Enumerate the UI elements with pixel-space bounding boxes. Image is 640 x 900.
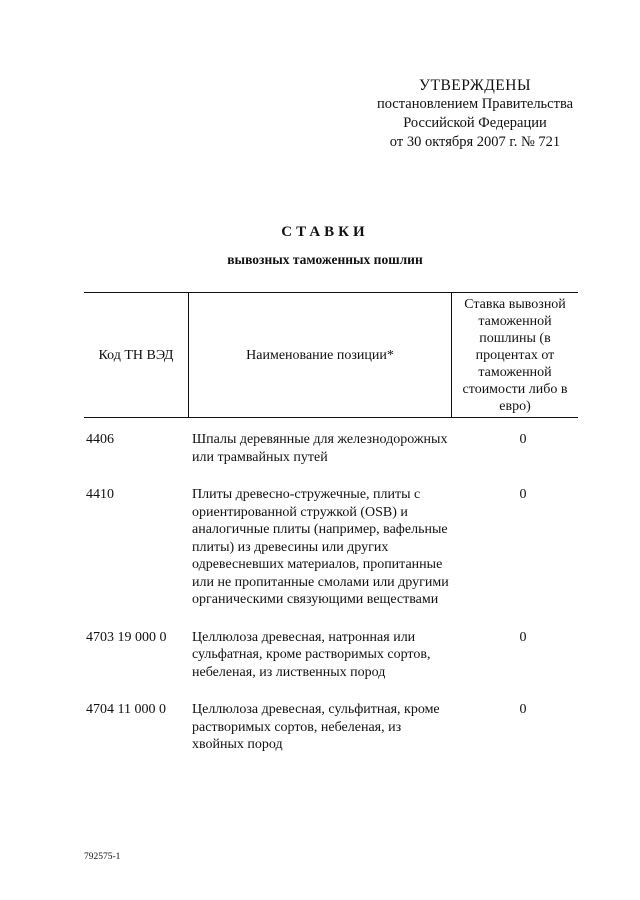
header-rate-cell bbox=[452, 293, 578, 417]
table-body bbox=[84, 431, 578, 774]
row-rate: 0 bbox=[519, 702, 527, 717]
table-row bbox=[84, 486, 578, 609]
approval-line-3: от 30 октября 2007 г. № 721 bbox=[389, 134, 561, 150]
table-header bbox=[84, 292, 578, 418]
row-name: Целлюлоза древесная, натронная или сульфатная, кроме растворимых сортов, небеленая, из лиственных пород bbox=[192, 629, 431, 680]
row-code: 4406 bbox=[86, 432, 114, 447]
document-footer-code: 792575-1 bbox=[84, 852, 121, 862]
approval-line-2: Российской Федерации bbox=[403, 115, 547, 131]
row-name: Целлюлоза древесная, сульфитная, кроме растворимых сортов, небеленая, из хвойных пород bbox=[192, 702, 440, 752]
row-rate: 0 bbox=[519, 432, 527, 447]
row-code: 4704 11 000 0 bbox=[86, 702, 166, 717]
approval-title: УТВЕРЖДЕНЫ bbox=[419, 77, 531, 94]
approval-line-1: постановлением Правительства bbox=[376, 96, 574, 112]
header-name: Наименование позиции* bbox=[246, 347, 394, 363]
header-code: Код ТН ВЭД bbox=[98, 347, 174, 363]
header-name-cell bbox=[189, 293, 452, 417]
approval-stamp bbox=[360, 76, 590, 152]
row-code: 4703 19 000 0 bbox=[86, 629, 167, 645]
header-rate: Ставка вывозной таможенной пошлины (в процентах от таможенной стоимости либо в евро) bbox=[462, 296, 568, 414]
row-name: Шпалы деревянные для железнодорожных или трамвайных путей bbox=[192, 432, 448, 465]
row-rate: 0 bbox=[519, 487, 527, 502]
row-code: 4410 bbox=[86, 487, 114, 502]
document-title: СТАВКИ bbox=[281, 224, 369, 240]
document-subtitle: вывозных таможенных пошлин bbox=[227, 252, 423, 267]
document-heading bbox=[0, 224, 640, 268]
row-rate: 0 bbox=[519, 629, 527, 645]
table-row bbox=[84, 701, 578, 754]
table-row bbox=[84, 629, 578, 682]
table-row bbox=[84, 431, 578, 466]
header-code-cell bbox=[84, 293, 189, 417]
row-name: Плиты древесно-стружечные, плиты с ориентированной стружкой (OSB) и аналогичные плиты (например, вафельные плиты) из древесины или других одревесневших материалов, пропитанные или не пропитанные смолами или другими органическими связующими веществами bbox=[192, 487, 449, 607]
